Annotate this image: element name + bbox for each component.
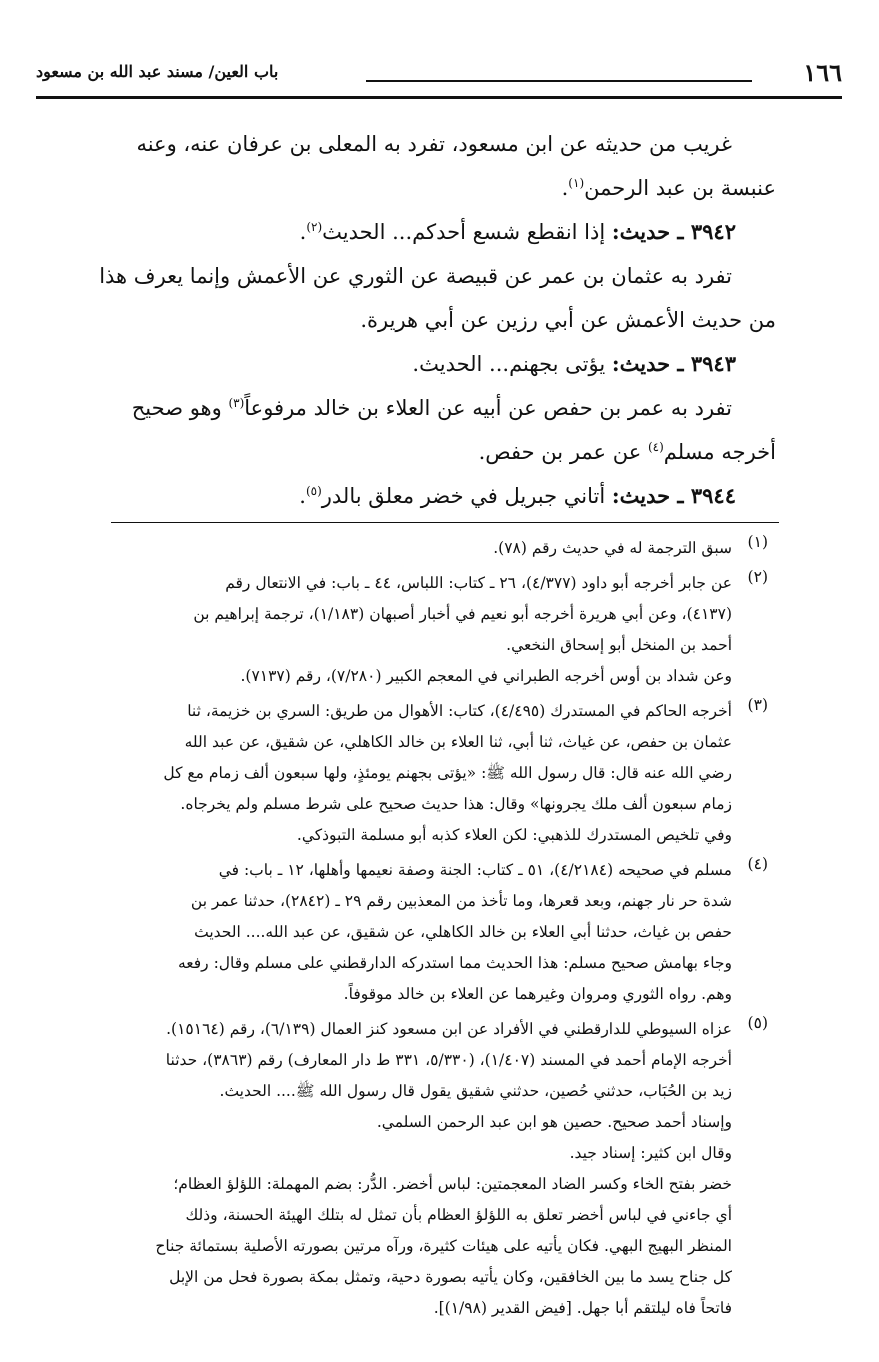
footnote-line: زيد بن الحُبَاب، حدثني حُصين، حدثني شقيق يقول قال رسول الله ﷺ.... الحديث. bbox=[219, 1082, 732, 1100]
footnote-ref: (٢) bbox=[306, 220, 323, 234]
hadith-text: إذا انقطع شسع أحدكم... الحديث bbox=[322, 220, 612, 244]
paragraph-line: غريب من حديثه عن ابن مسعود، تفرد به المعلى بن عرفان عنه، وعنه bbox=[136, 132, 732, 156]
footnote-body bbox=[40, 696, 732, 851]
footnote-line: أخرجه الإمام أحمد في المسند (١/٤٠٧)، (٥/٣٣٠، ٣٣١ ط دار المعارف) رقم (٣٨٦٣)، حدثنا bbox=[165, 1051, 732, 1069]
footnote-line: وقال ابن كثير: إسناد جيد. bbox=[569, 1144, 732, 1162]
footnote-line: وفي تلخيص المستدرك للذهبي: لكن العلاء كذبه أبو مسلمة التبوذكي. bbox=[296, 826, 732, 844]
footnote-body bbox=[40, 855, 732, 1010]
footnote-line: خضر بفتح الخاء وكسر الضاد المعجمتين: لباس أخضر. الدُّر: بضم المهملة: اللؤلؤ العظام؛ bbox=[173, 1175, 732, 1193]
text-run: تفرد به عمر بن حفص عن أبيه عن العلاء بن خالد مرفوعاً bbox=[244, 396, 732, 420]
footnote-marker: (٣) bbox=[747, 696, 768, 714]
paragraph-line: تفرد به عثمان بن عمر عن قبيصة عن الثوري عن الأعمش وإنما يعرف هذا bbox=[99, 264, 732, 288]
footnote-ref: (١) bbox=[568, 176, 585, 190]
paragraph-line bbox=[48, 430, 776, 474]
hadith-3943 bbox=[48, 342, 776, 386]
footnote-line: وجاء بهامش صحيح مسلم: هذا الحديث مما استدركه الدارقطني على مسلم وقال: رفعه bbox=[177, 954, 732, 972]
footnote-line: أخرجه الحاكم في المستدرك (٤/٤٩٥)، كتاب: الأهوال من طريق: السري بن خزيمة، ثنا bbox=[187, 702, 732, 720]
footnote-ref: (٣) bbox=[228, 396, 245, 410]
footnote-line: المنظر البهيج البهي. فكان يأتيه على هيئات كثيرة، ورآه مرتين بصورته الأصلية بستمائة جناح bbox=[155, 1237, 732, 1255]
header-rule bbox=[36, 96, 842, 99]
footnote-line: شدة حر نار جهنم، وبعد قعرها، وما تأخذ من المعذبين رقم ٢٩ ـ (٢٨٤٢)، حدثنا عمر بن bbox=[190, 892, 732, 910]
footnote-item bbox=[40, 855, 768, 1010]
text-run: أخرجه مسلم bbox=[663, 440, 776, 464]
hadith-3944: ٣٩٤٤ ـ حديث: أتاني جبريل في خضر معلق بالدر$^{(٥)}$. bbox=[299, 483, 736, 508]
footnote-line: وعن شداد بن أوس أخرجه الطبراني في المعجم الكبير (٧/٢٨٠)، رقم (٧١٣٧). bbox=[240, 667, 732, 685]
footnote-marker: (٤) bbox=[747, 855, 768, 873]
page-header bbox=[36, 58, 842, 94]
footnote-marker: (٢) bbox=[747, 568, 768, 586]
main-text bbox=[48, 122, 776, 518]
footnote-body bbox=[40, 568, 732, 692]
footnote-line: رضي الله عنه قال: قال رسول الله ﷺ: «يؤتى بجهنم يومئذٍ، ولها سبعون ألف زمام مع كل bbox=[163, 764, 732, 782]
text-run: وهو صحيح bbox=[131, 396, 229, 420]
footnote-line: حفص بن غياث، حدثنا أبي العلاء بن خالد الكاهلي، عن شقيق، عن عبد الله.... الحديث bbox=[194, 923, 732, 941]
footnote-line: أي جاءني في لباس أخضر تعلق به اللؤلؤ العظام بأن تمثل له بتلك الهيئة الحسنة، وذلك bbox=[185, 1206, 732, 1224]
footnote-ref: (٤) bbox=[647, 440, 664, 454]
footnote-line: فاتحاً فاه ليلتقم أبا جهل. [فيض القدير (١/٩٨)]. bbox=[433, 1299, 732, 1317]
paragraph-line: عنبسة بن عبد الرحمن$^{(١)}$. bbox=[561, 176, 776, 200]
footnote-ref: (٥) bbox=[305, 484, 322, 498]
footnote-line: مسلم في صحيحه (٤/٢١٨٤)، ٥١ ـ كتاب: الجنة وصفة نعيمها وأهلها، ١٢ ـ باب: في bbox=[218, 861, 732, 879]
footnote-item bbox=[40, 696, 768, 851]
footnote-body bbox=[40, 1014, 732, 1324]
header-dash-line bbox=[366, 80, 752, 82]
footnote-line: عن جابر أخرجه أبو داود (٤/٣٧٧)، ٢٦ ـ كتاب: اللباس، ٤٤ ـ باب: في الانتعال رقم bbox=[225, 574, 732, 592]
footnote-separator bbox=[111, 522, 779, 523]
hadith-3942: ٣٩٤٢ ـ حديث: إذا انقطع شسع أحدكم... الحديث$^{(٢)}$. bbox=[299, 219, 736, 244]
footnote-line: زمام سبعون ألف ملك يجرونها» وقال: هذا حديث صحيح على شرط مسلم ولم يخرجاه. bbox=[180, 795, 732, 813]
footnote-line: وهم. رواه الثوري ومروان وغيرهما عن العلاء بن خالد موقوفاً. bbox=[343, 985, 732, 1003]
running-title: باب العين/ مسند عبد الله بن مسعود bbox=[36, 62, 279, 81]
footnote-line: (٤١٣٧)، وعن أبي هريرة أخرجه أبو نعيم في أخبار أصبهان (١/١٨٣)، ترجمة إبراهيم بن bbox=[193, 605, 732, 623]
text-run: عنبسة بن عبد الرحمن bbox=[584, 176, 776, 200]
footnote-line: كل جناح يسد ما بين الخافقين، وكان يأتيه بصورة دحية، وتمثل بمكة بصورة فحل من الإبل bbox=[169, 1268, 732, 1286]
page-number: ١٦٦ bbox=[803, 58, 842, 87]
footnote-item bbox=[40, 568, 768, 692]
hadith-text: أتاني جبريل في خضر معلق بالدر bbox=[321, 484, 612, 508]
text-run: عن عمر بن حفص. bbox=[478, 440, 648, 464]
footnote-line: عزاه السيوطي للدارقطني في الأفراد عن ابن مسعود كنز العمال (٦/١٣٩)، رقم (١٥١٦٤). bbox=[166, 1020, 732, 1038]
footnote-item bbox=[40, 533, 768, 564]
footnote-line: عثمان بن حفص، عن غياث، ثنا أبي، ثنا العلاء بن خالد الكاهلي، عن شقيق، عن عبد الله bbox=[184, 733, 732, 751]
hadith-text: يؤتى بجهنم... الحديث. bbox=[412, 352, 612, 376]
footnote-marker: (٥) bbox=[747, 1014, 768, 1032]
footnote-marker: (١) bbox=[747, 533, 768, 551]
hadith-number: ٣٩٤٢ ـ حديث: bbox=[611, 219, 736, 244]
footnote-item bbox=[40, 1014, 768, 1324]
hadith-number: ٣٩٤٤ ـ حديث: bbox=[611, 483, 736, 508]
footnote-line: وإسناد أحمد صحيح. حصين هو ابن عبد الرحمن السلمي. bbox=[376, 1113, 732, 1131]
footnote-line: سبق الترجمة له في حديث رقم (٧٨). bbox=[493, 539, 732, 557]
paragraph-line bbox=[48, 386, 776, 430]
footnote-body bbox=[40, 533, 732, 564]
hadith-number: ٣٩٤٣ ـ حديث: bbox=[611, 351, 736, 376]
paragraph-line: من حديث الأعمش عن أبي رزين عن أبي هريرة. bbox=[360, 308, 776, 332]
footnotes bbox=[40, 533, 768, 1328]
footnote-line: أحمد بن المنخل أبو إسحاق النخعي. bbox=[506, 636, 732, 654]
